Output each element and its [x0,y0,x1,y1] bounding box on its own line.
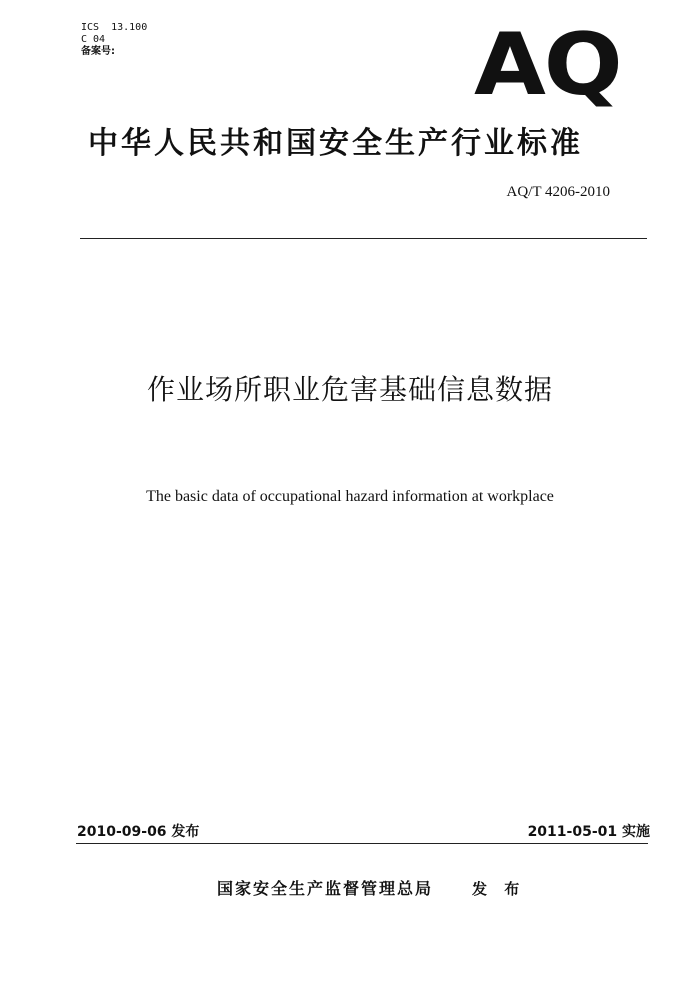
logo-text: AQ [474,15,621,115]
filing-number-label: 备案号: [81,46,115,57]
ics-code: ICS 13.100 [81,22,148,33]
standard-category-title: 中华人民共和国安全生产行业标准 [88,126,583,161]
aq-logo [474,15,621,115]
issue-date: 2010-09-06 发布 [77,824,200,840]
ccs-code: C 04 [81,34,106,45]
publish-label: 发 布 [472,880,526,898]
document-title-english: The basic data of occupational hazard information at workplace [146,488,554,505]
document-title-chinese: 作业场所职业危害基础信息数据 [146,373,553,406]
classification-block [81,22,147,58]
publishing-authority: 国家安全生产监督管理总局 [217,879,434,898]
footer-divider [76,843,648,844]
standard-code: AQ/T 4206-2010 [506,184,610,200]
header-divider [80,238,647,239]
effective-date: 2011-05-01 实施 [527,824,650,840]
